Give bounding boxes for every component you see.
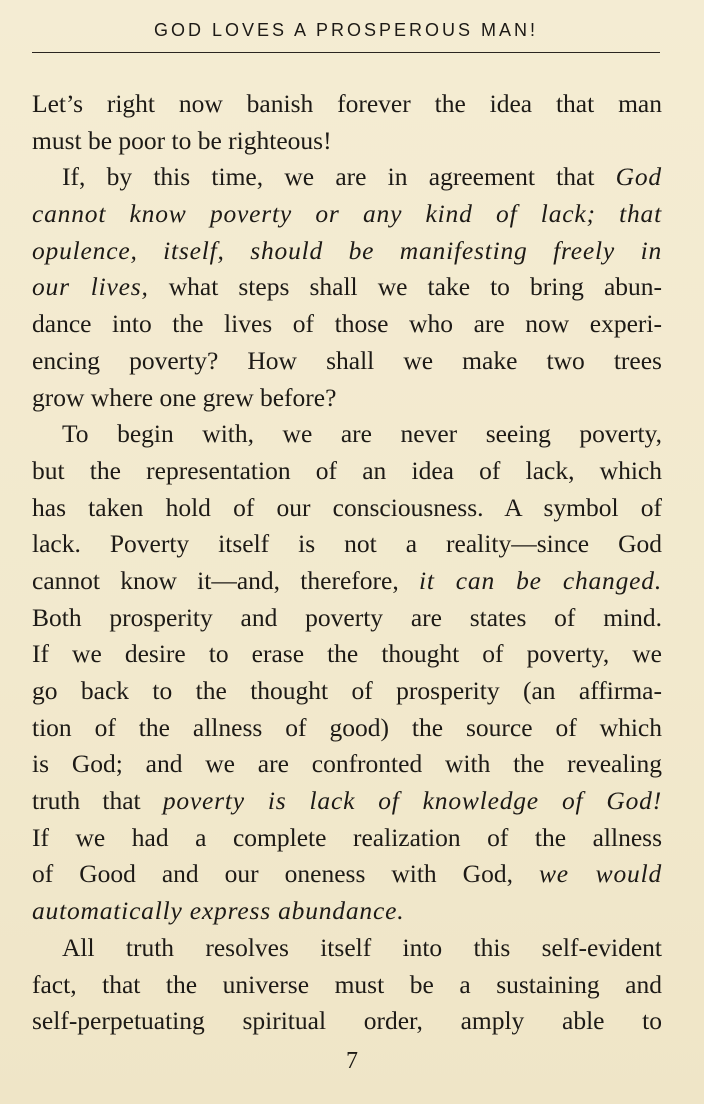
text-line — [32, 453, 662, 490]
text-line — [32, 526, 662, 563]
text-run: encing poverty? How shall we make two trees — [32, 345, 662, 375]
text-line — [32, 820, 662, 857]
text-run: If we had a complete realization of the allness — [32, 822, 662, 852]
text-run: must be poor to be righteous! — [32, 125, 332, 155]
text-line — [32, 636, 662, 673]
text-run: but the representation of an idea of lack, which — [32, 455, 662, 485]
text-run: Both prosperity and poverty are states of mind. — [32, 602, 662, 632]
text-run: of Good and our oneness with God, — [32, 859, 539, 889]
text-run: cannot know it—and, therefore, — [32, 565, 419, 595]
body-text — [32, 86, 662, 1040]
text-line — [32, 490, 662, 527]
text-run: All truth resolves itself into this self-evident — [62, 932, 662, 962]
header-rule — [32, 52, 660, 53]
text-run: tion of the allness of good) the source of which — [32, 712, 662, 742]
text-line — [32, 1003, 662, 1040]
text-run: truth that — [32, 786, 163, 816]
text-run: dance into the lives of those who are now experi- — [32, 309, 662, 339]
text-line — [32, 380, 662, 417]
text-line — [32, 856, 662, 893]
text-run: has taken hold of our consciousness. A symbol of — [32, 492, 662, 522]
text-run: If we desire to erase the thought of poverty, we — [32, 639, 662, 669]
text-line — [32, 783, 662, 820]
text-line — [32, 563, 662, 600]
text-line — [32, 269, 662, 306]
text-line — [32, 233, 662, 270]
text-line — [32, 416, 662, 453]
text-line — [32, 196, 662, 233]
text-run: go back to the thought of prosperity (an affirma- — [32, 676, 662, 705]
italic-text: it can be changed. — [418, 565, 662, 595]
text-run: Let’s right now banish forever the idea that man — [32, 89, 662, 118]
italic-text: God — [615, 162, 662, 192]
text-run: self-perpetuating spiritual order, amply able to — [32, 1006, 662, 1036]
italic-text: poverty is lack of knowledge of God! — [162, 786, 662, 816]
text-run: fact, that the universe must be a sustaining and — [32, 969, 662, 999]
text-line — [32, 967, 662, 1004]
text-run: is God; and we are confronted with the revealing — [32, 749, 662, 779]
text-line — [32, 86, 662, 123]
text-line — [32, 123, 662, 160]
text-run: what steps shall we take to bring abun- — [148, 272, 663, 302]
text-line — [32, 893, 662, 930]
text-line — [32, 673, 662, 710]
page-number: 7 — [346, 1048, 358, 1074]
italic-text: automatically express abundance. — [32, 896, 405, 926]
text-line — [32, 930, 662, 967]
italic-text: we would — [538, 859, 663, 889]
text-line — [32, 306, 662, 343]
italic-text: our lives, — [32, 272, 149, 302]
text-line — [32, 343, 662, 380]
text-line — [32, 600, 662, 637]
text-line — [32, 746, 662, 783]
italic-text: cannot know poverty or any kind of lack; that — [32, 199, 662, 229]
text-run: grow where one grew before? — [32, 382, 337, 412]
text-run: lack. Poverty itself is not a reality—since God — [32, 529, 662, 559]
italic-text: opulence, itself, should be manifesting freely in — [32, 235, 662, 265]
text-line — [32, 710, 662, 747]
text-run: If, by this time, we are in agreement that — [62, 162, 616, 192]
text-run: To begin with, we are never seeing poverty, — [62, 419, 662, 449]
text-line — [32, 159, 662, 196]
running-head: GOD LOVES A PROSPEROUS MAN! — [153, 20, 539, 40]
